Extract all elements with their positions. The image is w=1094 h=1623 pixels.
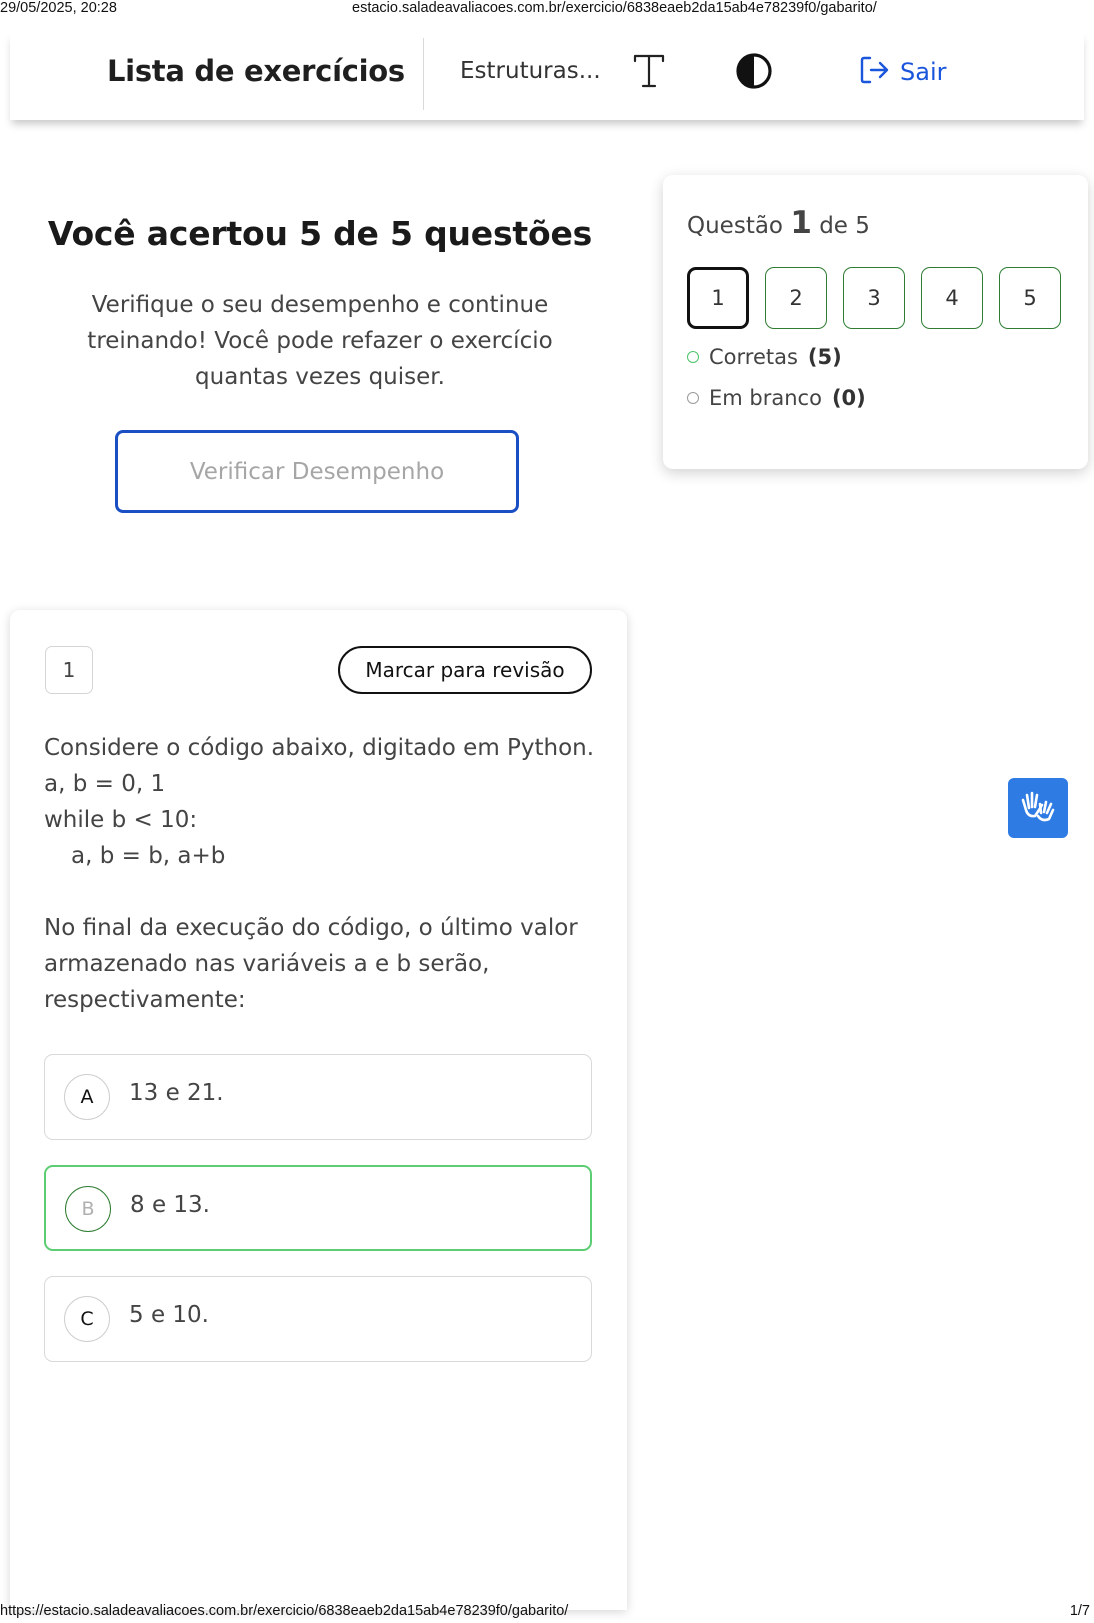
question-number: 1 xyxy=(45,646,93,694)
legend-blank xyxy=(687,386,866,410)
question-nav-item-5[interactable]: 5 xyxy=(999,267,1061,329)
correct-dot-icon xyxy=(687,351,699,363)
question-indicator xyxy=(687,205,870,241)
subject-title: Estruturas... xyxy=(460,58,601,84)
question-nav-item-1[interactable]: 1 xyxy=(687,267,749,329)
code-line: a, b = b, a+b xyxy=(71,843,226,869)
current-question-number: 1 xyxy=(790,205,812,241)
option-text: 13 e 21. xyxy=(129,1080,224,1106)
logout-button[interactable] xyxy=(858,52,946,92)
question-statement xyxy=(44,730,604,1018)
option-text: 5 e 10. xyxy=(129,1302,209,1328)
sign-language-button[interactable] xyxy=(1008,778,1068,838)
print-url-header: estacio.saladeavaliacoes.com.br/exercicio/6838eaeb2da15ab4e78239f0/gabarito/ xyxy=(352,0,877,16)
font-size-icon[interactable] xyxy=(632,52,666,90)
legend-correct xyxy=(687,345,842,369)
option-b[interactable] xyxy=(44,1165,592,1251)
verify-performance-button[interactable]: Verificar Desempenho xyxy=(115,430,519,513)
result-description: Verifique o seu desempenho e continue treinando! Você pode refazer o exercício quantas vezes quiser. xyxy=(87,292,553,390)
question-suffix: de 5 xyxy=(819,213,870,239)
print-url-footer: https://estacio.saladeavaliacoes.com.br/exercicio/6838eaeb2da15ab4e78239f0/gabarito/ xyxy=(0,1603,569,1619)
logout-icon xyxy=(858,54,890,90)
legend-blank-label: Em branco xyxy=(709,386,822,410)
print-header xyxy=(0,0,1094,18)
question-nav-item-4[interactable]: 4 xyxy=(921,267,983,329)
blank-dot-icon xyxy=(687,392,699,404)
print-footer xyxy=(0,1603,1094,1621)
question-nav xyxy=(687,267,1061,329)
question-intro: Considere o código abaixo, digitado em Python. xyxy=(44,735,595,761)
question-nav-item-3[interactable]: 3 xyxy=(843,267,905,329)
question-navigator-panel xyxy=(663,175,1088,469)
top-navbar xyxy=(10,32,1084,120)
result-title: Você acertou 5 de 5 questões xyxy=(47,214,593,253)
contrast-icon[interactable] xyxy=(734,51,774,91)
question-card xyxy=(10,610,627,1610)
question-prompt: No final da execução do código, o último valor armazenado nas variáveis a e b serão, respectivamente: xyxy=(44,915,578,1013)
legend-blank-count: (0) xyxy=(831,386,866,410)
option-letter: C xyxy=(64,1296,110,1342)
mark-for-review-button[interactable]: Marcar para revisão xyxy=(338,646,592,694)
logout-label: Sair xyxy=(900,58,947,86)
option-letter: A xyxy=(64,1074,110,1120)
legend-correct-label: Corretas xyxy=(709,345,798,369)
legend-correct-count: (5) xyxy=(807,345,842,369)
option-a[interactable] xyxy=(44,1054,592,1140)
option-text: 8 e 13. xyxy=(130,1192,210,1218)
code-line: while b < 10: xyxy=(44,807,198,833)
print-datetime: 29/05/2025, 20:28 xyxy=(0,0,117,16)
page-title: Lista de exercícios xyxy=(107,54,405,88)
print-page-number: 1/7 xyxy=(1069,1603,1090,1619)
code-line: a, b = 0, 1 xyxy=(44,771,166,797)
option-letter: B xyxy=(65,1186,111,1232)
option-c[interactable] xyxy=(44,1276,592,1362)
question-prefix: Questão xyxy=(687,213,783,239)
nav-divider xyxy=(423,38,424,110)
question-nav-item-2[interactable]: 2 xyxy=(765,267,827,329)
sign-language-icon xyxy=(1018,786,1058,830)
